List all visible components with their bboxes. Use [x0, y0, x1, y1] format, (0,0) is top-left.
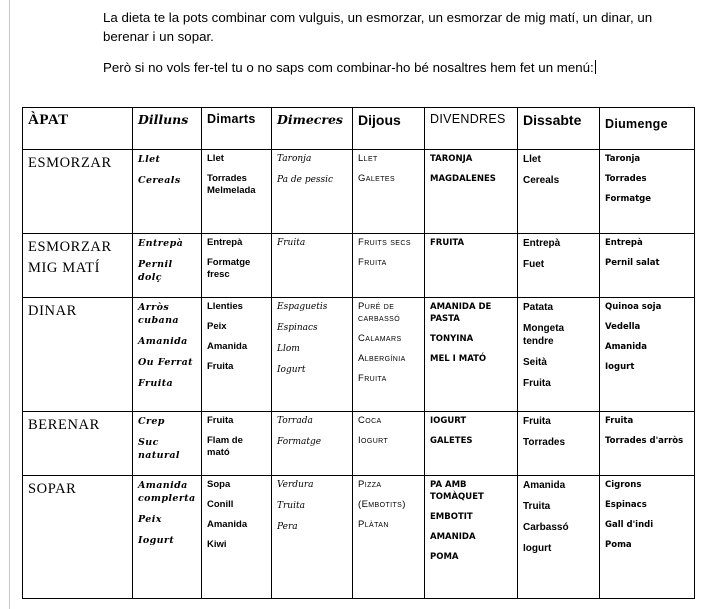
menu-item: Flam de mató [207, 435, 243, 458]
menu-item: Pernil salat [605, 258, 660, 268]
menu-item: Truita [523, 501, 551, 512]
table-cell [518, 412, 600, 476]
menu-item: TONYINA [430, 334, 474, 344]
menu-item: Coca [358, 415, 382, 426]
menu-item: Amanida [138, 336, 188, 347]
table-cell [425, 298, 518, 412]
menu-item: Formatge fresc [207, 257, 251, 280]
intro-paragraph-2 [103, 58, 683, 77]
header-cell-diumenge: Diumenge [600, 108, 695, 150]
table-cell [272, 298, 353, 412]
table-cell [202, 476, 272, 599]
table-row [23, 150, 695, 234]
menu-item: Llet [138, 154, 161, 165]
menu-item: Cigrons [605, 480, 642, 490]
menu-item: Torrades Melmelada [207, 173, 256, 196]
menu-item: Torrades [523, 437, 566, 448]
menu-item: Fruita [523, 378, 551, 389]
menu-item: Llet [207, 153, 224, 164]
header-cell-dijous: Dijous [353, 108, 425, 150]
table-cell [202, 234, 272, 298]
menu-item: Espinacs [277, 323, 318, 333]
table-cell [133, 412, 202, 476]
menu-item: Fruita [523, 416, 551, 427]
menu-item: Pernil dolç [138, 259, 173, 283]
menu-item: Iogurt [523, 543, 552, 554]
menu-item: IOGURT [430, 416, 467, 426]
table-cell [600, 150, 695, 234]
menu-item: Sopa [207, 479, 231, 490]
menu-item: Taronja [277, 154, 312, 164]
table-cell [600, 298, 695, 412]
table-cell [353, 476, 425, 599]
table-cell [272, 234, 353, 298]
menu-item: Amanida [207, 341, 248, 352]
menu-item: Gall d'indi [605, 520, 654, 530]
menu-item: Poma [605, 540, 632, 550]
table-row [23, 234, 695, 298]
intro-paragraph-2-text: Però si no vols fer-tel tu o no saps com combinar-ho bé nosaltres hem fet un menú: [103, 60, 594, 75]
table-cell [425, 234, 518, 298]
table-cell [425, 476, 518, 599]
menu-item: Espaguetis [277, 302, 328, 312]
table-cell [133, 234, 202, 298]
menu-item: Iogurt [605, 362, 635, 372]
table-cell [518, 476, 600, 599]
menu-item: Llom [277, 344, 300, 354]
table-cell [353, 412, 425, 476]
menu-item: Formatge [605, 194, 651, 204]
menu-item: Truita [277, 501, 305, 511]
table-row [23, 476, 695, 599]
table-cell [353, 150, 425, 234]
menu-item: Puré de carbassó [358, 301, 401, 324]
menu-item: Peix [138, 514, 162, 525]
header-cell-dimecres: Dimecres [272, 108, 353, 150]
menu-item: Amanida complerta [138, 480, 196, 504]
table-cell [133, 150, 202, 234]
menu-item: AMANIDA [430, 532, 476, 542]
menu-item: Torrades d'arròs [605, 436, 684, 446]
menu-item: Entrepà [523, 238, 561, 249]
table-cell [518, 150, 600, 234]
table-cell [353, 298, 425, 412]
menu-item: Pera [277, 522, 298, 532]
menu-item: Entrepà [605, 238, 643, 248]
menu-item: Seità [523, 357, 547, 368]
header-cell-dissabte: Dissabte [518, 108, 600, 150]
menu-item: Carbassó [523, 522, 569, 533]
menu-item: Entrepà [138, 238, 184, 249]
meal-cell-dinar: DINAR [23, 298, 133, 412]
table-cell [518, 234, 600, 298]
meal-cell-sopar: SOPAR [23, 476, 133, 599]
menu-item: Peix [207, 321, 227, 332]
menu-item: Amanida [605, 342, 647, 352]
menu-item: AMANIDA DE PASTA [430, 302, 492, 324]
menu-item: Quinoa soja [605, 302, 662, 312]
header-cell-divendres: DIVENDRES [425, 108, 518, 150]
menu-item: Calamars [358, 333, 402, 344]
menu-item: Fruita [358, 373, 387, 384]
menu-item: Fuet [523, 259, 545, 270]
header-cell-dilluns: Dilluns [133, 108, 202, 150]
menu-item: Amanida [523, 480, 566, 491]
menu-item: Torrada [277, 416, 313, 426]
header-row [23, 108, 695, 150]
table-cell [202, 150, 272, 234]
menu-item: Formatge [277, 437, 322, 447]
table-cell [518, 298, 600, 412]
table-cell [600, 412, 695, 476]
menu-item: MEL I MATÓ [430, 354, 487, 364]
menu-item: Fruita [358, 257, 387, 268]
menu-item: Fruita [207, 415, 234, 426]
menu-item: POMA [430, 552, 459, 562]
menu-item: MAGDALENES [430, 174, 496, 184]
menu-item: PA AMB TOMÀQUET [430, 480, 484, 502]
menu-item: Fruita [138, 378, 174, 389]
menu-item: Kiwi [207, 539, 227, 550]
header-cell-dimarts: Dimarts [202, 108, 272, 150]
menu-item: Cereals [138, 175, 181, 186]
menu-item: Iogurt [138, 535, 175, 546]
table-row [23, 298, 695, 412]
table-cell [600, 476, 695, 599]
table-cell [133, 298, 202, 412]
menu-item: Fruita [207, 361, 234, 372]
menu-item: Mongeta tendre [523, 323, 565, 347]
menu-item: Cereals [523, 175, 560, 186]
menu-item: (Embotits) [358, 499, 406, 510]
table-cell [425, 150, 518, 234]
menu-item: Fruits secs [358, 237, 411, 248]
menu-item: Fruita [605, 416, 634, 426]
menu-item: Amanida [207, 519, 248, 530]
table-row [23, 412, 695, 476]
menu-item: Ou Ferrat [138, 357, 193, 368]
menu-item: Arròs cubana [138, 302, 179, 326]
menu-item: Verdura [277, 480, 314, 490]
table-cell [600, 234, 695, 298]
meal-cell-berenar: BERENAR [23, 412, 133, 476]
menu-item: Conill [207, 499, 234, 510]
menu-item: Pizza [358, 479, 382, 490]
menu-item: Taronja [605, 154, 641, 164]
menu-item: Albergínia [358, 353, 406, 364]
table-cell [425, 412, 518, 476]
menu-item: Llenties [207, 301, 243, 312]
menu-item: EMBOTIT [430, 512, 473, 522]
table-cell [202, 298, 272, 412]
header-cell-apat: ÀPAT [23, 108, 133, 150]
table-cell [272, 150, 353, 234]
menu-item: Crep [138, 416, 165, 427]
menu-item: GALETES [430, 436, 473, 446]
menu-item: FRUITA [430, 238, 465, 248]
meal-cell-esmorzar-mig-mati: ESMORZAR MIG MATÍ [23, 234, 133, 298]
table-cell [272, 412, 353, 476]
menu-item: Suc natural [138, 437, 180, 461]
table-cell [133, 476, 202, 599]
menu-item: Patata [523, 302, 554, 313]
menu-item: Iogurt [277, 365, 306, 375]
menu-item: Entrepà [207, 237, 243, 248]
text-cursor [595, 60, 596, 74]
menu-item: Vedella [605, 322, 641, 332]
menu-item: TARONJA [430, 154, 473, 164]
menu-item: Llet [358, 153, 378, 164]
menu-item: Iogurt [358, 435, 389, 446]
table-cell [353, 234, 425, 298]
table-cell [202, 412, 272, 476]
page-margin-line [9, 0, 10, 609]
menu-item: Galetes [358, 173, 396, 184]
menu-item: Espinacs [605, 500, 647, 510]
menu-item: Torrades [605, 174, 647, 184]
menu-item: Fruita [277, 238, 306, 248]
menu-item: Llet [523, 154, 541, 165]
meal-cell-esmorzar: ESMORZAR [23, 150, 133, 234]
table-cell [272, 476, 353, 599]
weekly-menu-table [22, 107, 695, 599]
menu-item: Pa de pessic [277, 175, 334, 185]
menu-item: Plàtan [358, 519, 389, 530]
intro-paragraph-1: La dieta te la pots combinar com vulguis, un esmorzar, un esmorzar de mig matí, un dinar, un berenar i un sopar. [103, 10, 653, 44]
